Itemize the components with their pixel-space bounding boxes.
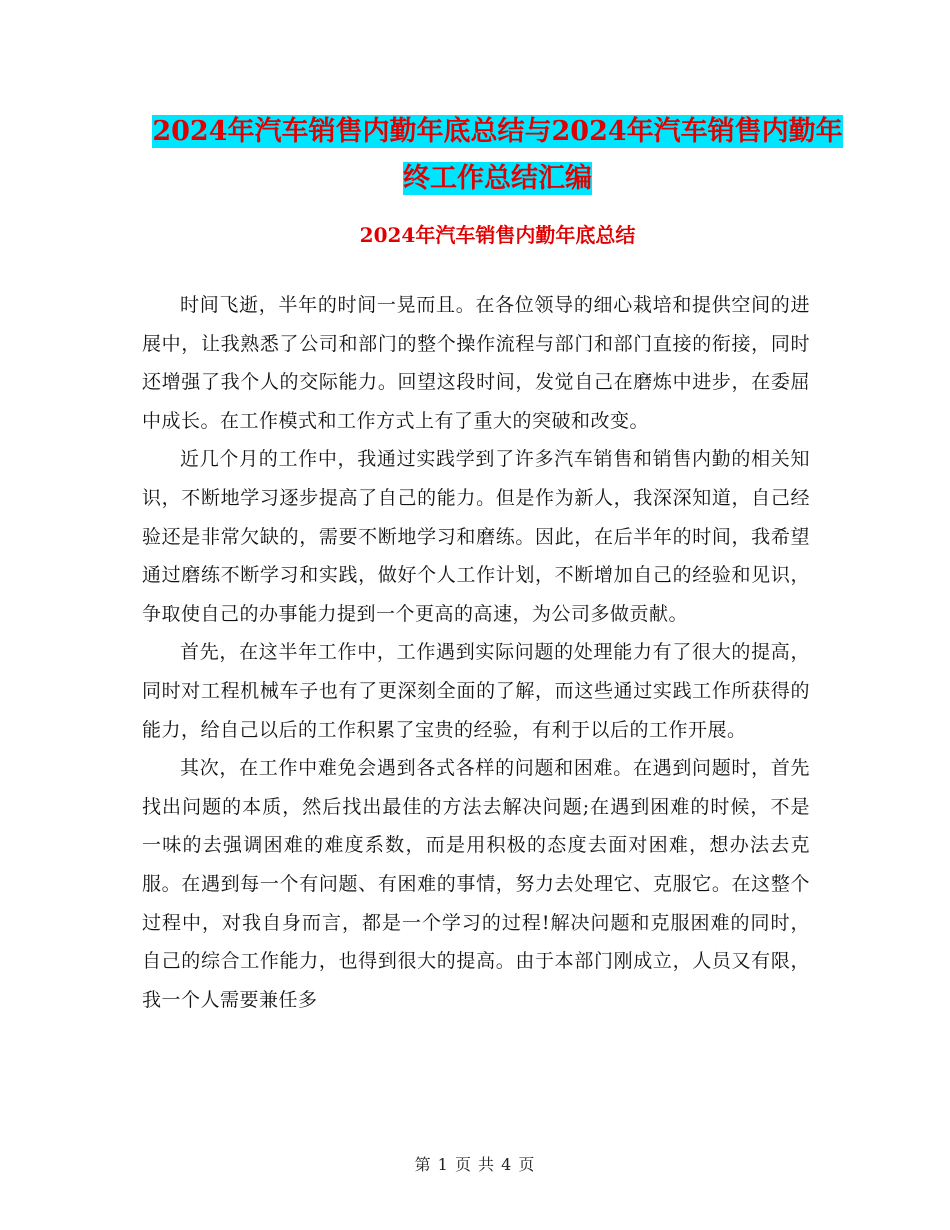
paragraph-2: 近几个月的工作中，我通过实践学到了许多汽车销售和销售内勤的相关知识，不断地学习逐步提高了自己的能力。但是作为新人，我深深知道，自己经验还是非常欠缺的，需要不断地学习和磨练。因此，在后半年的时间，我希望通过磨练不断学习和实践，做好个人工作计划，不断增加自己的经验和见识，争取使自己的办事能力提到一个更高的高速，为公司多做贡献。 — [142, 448, 810, 625]
title-highlight: 2024年汽车销售内勤年底总结与2024年汽车销售内勤年终工作总结汇编 — [152, 116, 843, 194]
paragraph-3: 首先，在这半年工作中，工作遇到实际问题的处理能力有了很大的提高，同时对工程机械车子也有了更深刻全面的了解，而这些通过实践工作所获得的能力，给自己以后的工作积累了宝贵的经验，有利于以后的工作开展。 — [142, 641, 810, 741]
paragraph-1: 时间飞逝，半年的时间一晃而且。在各位领导的细心栽培和提供空间的进展中，让我熟悉了公司和部门的整个操作流程与部门和部门直接的衔接，同时还增强了我个人的交际能力。回望这段时间，发觉自己在磨炼中进步，在委屈中成长。在工作模式和工作方式上有了重大的突破和改变。 — [142, 294, 810, 432]
paragraph-4: 其次，在工作中难免会遇到各式各样的问题和困难。在遇到问题时，首先找出问题的本质，然后找出最佳的方法去解决问题;在遇到困难的时候，不是一味的去强调困难的难度系数，而是用积极的态度去面对困难，想办法去克服。在遇到每一个有问题、有困难的事情，努力去处理它、克服它。在这整个过程中，对我自身而言，都是一个学习的过程!解决问题和克服困难的同时，自己的综合工作能力，也得到很大的提高。由于本部门刚成立，人员又有限，我一个人需要兼任多 — [142, 757, 810, 1011]
section-heading: 2024年汽车销售内勤年底总结 — [359, 223, 636, 247]
document-body — [142, 286, 810, 1019]
document-title — [140, 108, 855, 202]
page-footer: 第 1 页 共 4 页 — [414, 1155, 536, 1174]
